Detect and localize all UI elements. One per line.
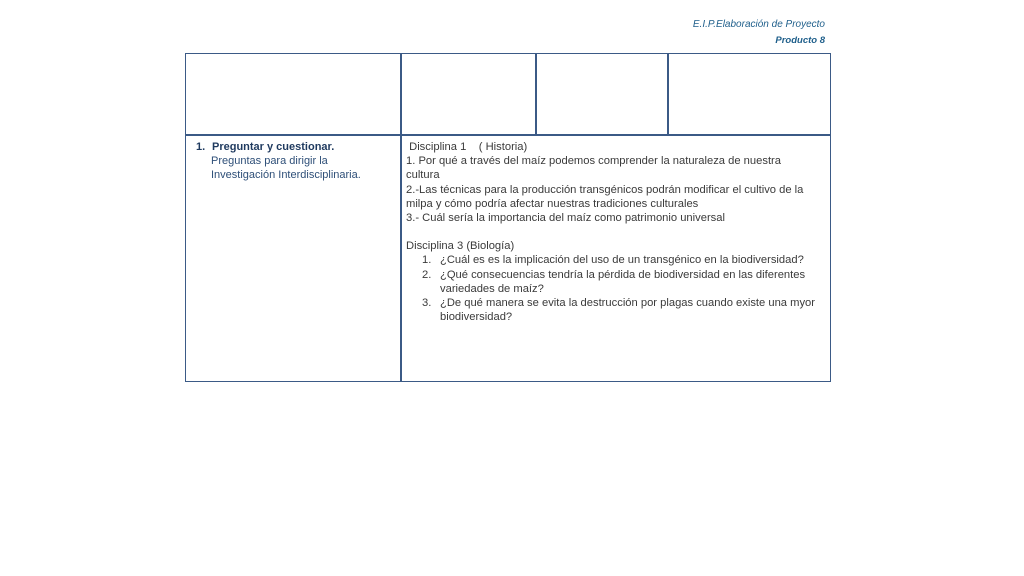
list-item: 1. ¿Cuál es es la implicación del uso de un transgénico en la biodiversidad? — [422, 254, 804, 267]
table-column-divider — [400, 53, 402, 382]
step-heading-text: Preguntar y cuestionar. — [212, 141, 335, 153]
question-line: cultura — [406, 169, 440, 182]
step-number: 1. — [196, 141, 206, 153]
question-line: 3.- Cuál sería la importancia del maíz como patrimonio universal — [406, 212, 725, 225]
step-sub-line: Preguntas para dirigir la — [211, 155, 328, 167]
table-column-divider — [535, 53, 537, 135]
table-cell-step — [196, 140, 396, 182]
table-cell-questions — [406, 140, 826, 324]
list-item: 2. ¿Qué consecuencias tendría la pérdida de biodiversidad en las diferentes variedades de maíz? — [422, 268, 806, 295]
question-line: milpa y cómo podría afectar nuestras tradiciones culturales — [406, 197, 699, 210]
question-line: 1. Por qué a través del maíz podemos comprender la naturaleza de nuestra — [406, 155, 781, 168]
table-row-divider — [185, 134, 831, 136]
discipline-3-title: Disciplina 3 (Biología) — [406, 240, 515, 253]
discipline-3-question-list — [406, 253, 826, 324]
step-sub-line: Investigación Interdisciplinaria. — [211, 169, 361, 181]
discipline-1-title: Disciplina 1 ( Historia) — [406, 141, 528, 153]
header-project-title: E.I.P.Elaboración de Proyecto — [692, 19, 825, 30]
table-column-divider — [667, 53, 669, 135]
question-line: 2.-Las técnicas para la producción transgénicos podrán modificar el cultivo de la — [406, 183, 804, 196]
step-heading — [196, 140, 396, 154]
list-item: 3. ¿De qué manera se evita la destrucción por plagas cuando existe una myor biodiversidad? — [422, 297, 815, 324]
header-product-label: Producto 8 — [775, 35, 825, 46]
